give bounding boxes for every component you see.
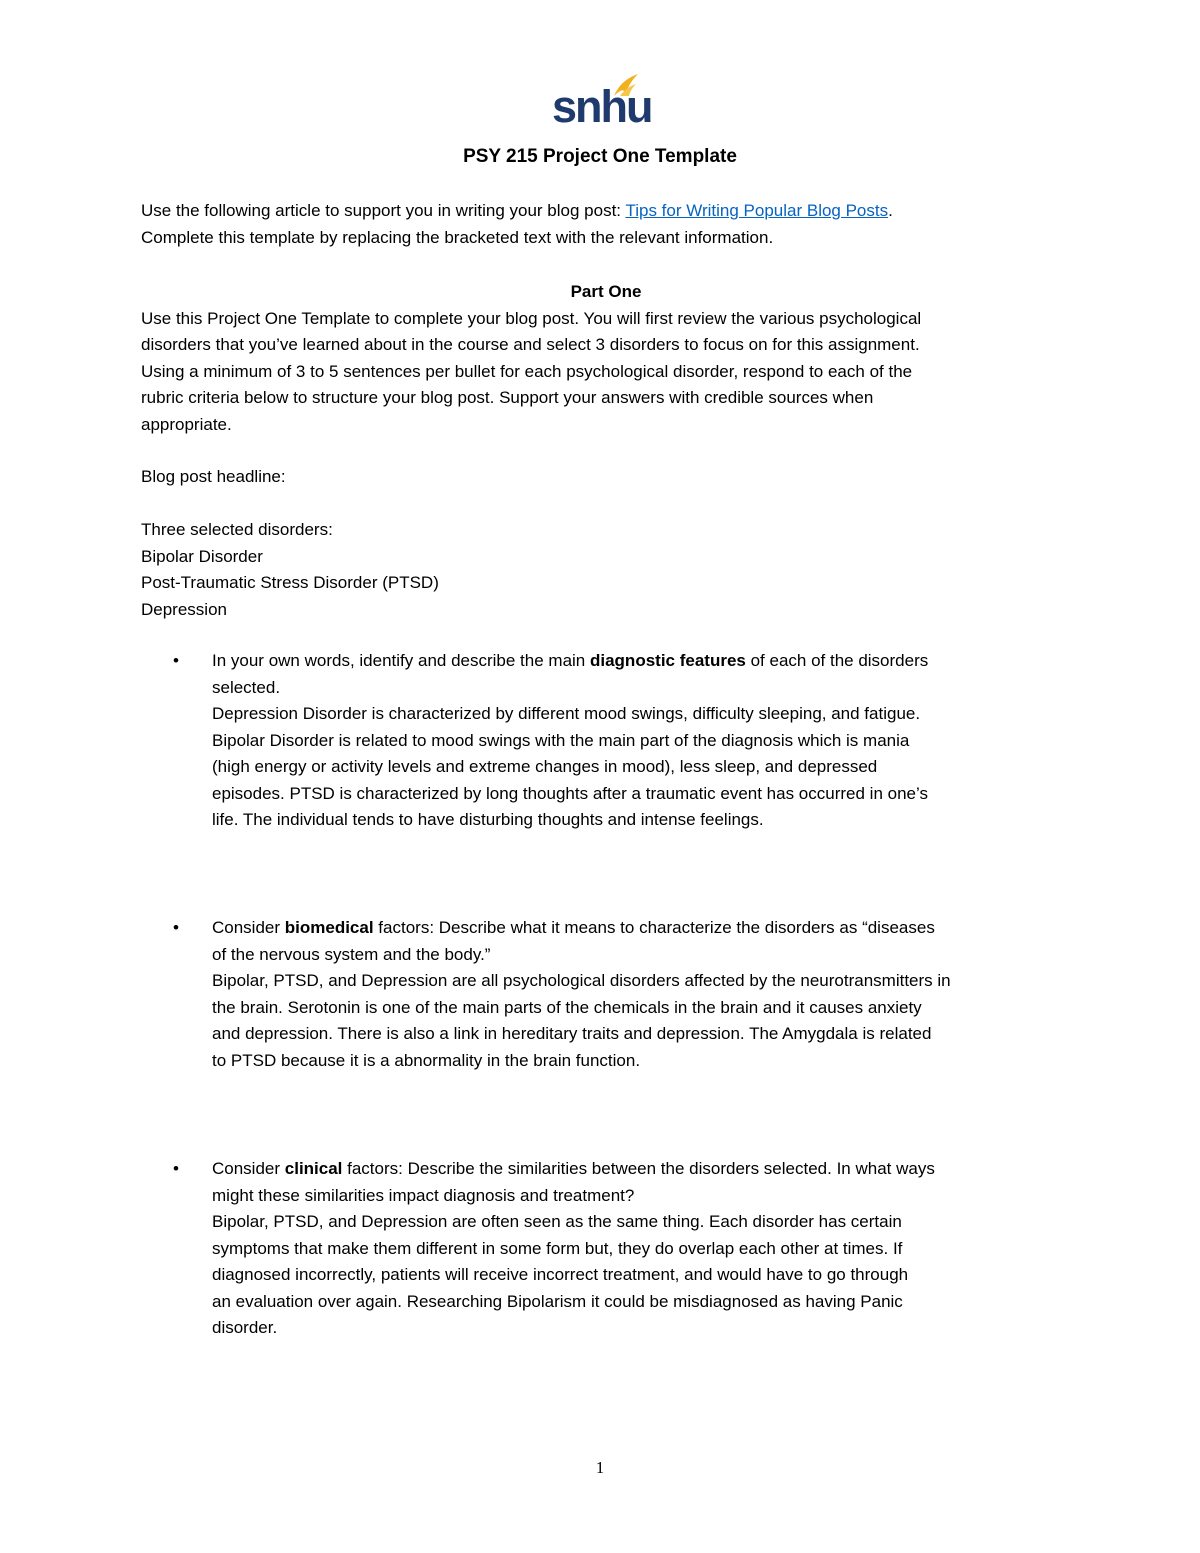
headline-label: Blog post headline: bbox=[141, 467, 286, 486]
part-one-line: rubric criteria below to structure your blog post. Support your answers with credible sources when bbox=[141, 388, 874, 407]
part-one-line: Using a minimum of 3 to 5 sentences per bullet for each psychological disorder, respond to each of the bbox=[141, 361, 913, 381]
part-one-line: appropriate. bbox=[141, 414, 232, 434]
part-one-line: Use this Project One Template to complete your blog post. You will first review the various psychological bbox=[141, 308, 922, 328]
intro-line-1 bbox=[141, 198, 1071, 225]
answer-line: to PTSD because it is a abnormality in the brain function. bbox=[212, 1050, 641, 1070]
answer-line: the brain. Serotonin is one of the main parts of the chemicals in the brain and it causes anxiety bbox=[212, 997, 922, 1017]
answer-line: life. The individual tends to have disturbing thoughts and intense feelings. bbox=[212, 810, 764, 829]
prompt-text: Consider bbox=[212, 918, 285, 937]
answer-line: Bipolar, PTSD, and Depression are all psychological disorders affected by the neurotransmitters in bbox=[212, 971, 951, 990]
prompt-text: In your own words, identify and describe the main bbox=[212, 651, 590, 670]
answer-line: Bipolar, PTSD, and Depression are often seen as the same thing. Each disorder has certain bbox=[212, 1212, 902, 1231]
answer-line: diagnosed incorrectly, patients will receive incorrect treatment, and would have to go through bbox=[212, 1265, 909, 1284]
answer-line: Bipolar Disorder is related to mood swings with the main part of the diagnosis which is mania bbox=[212, 730, 910, 750]
prompt-bold: biomedical bbox=[284, 918, 374, 937]
article-link[interactable]: Tips for Writing Popular Blog Posts bbox=[625, 201, 889, 220]
answer-line: Depression Disorder is characterized by different mood swings, difficulty sleeping, and fatigue. bbox=[212, 704, 921, 723]
bullet-diagnostic-features bbox=[141, 648, 1071, 834]
disorder-item: Depression bbox=[141, 599, 227, 619]
disorders-section bbox=[141, 517, 1071, 623]
document-title: PSY 215 Project One Template bbox=[463, 146, 737, 167]
part-one-line: disorders that you’ve learned about in the course and select 3 disorders to focus on for this assignment. bbox=[141, 335, 920, 354]
bullet-clinical-factors bbox=[141, 1156, 1071, 1342]
answer-line: an evaluation over again. Researching Bipolarism it could be misdiagnosed as having Panic bbox=[212, 1291, 903, 1311]
intro-line-2: Complete this template by replacing the bracketed text with the relevant information. bbox=[141, 227, 774, 247]
prompt-bold: diagnostic features bbox=[589, 651, 746, 670]
prompt-text: factors: Describe what it means to characterize the disorders as “diseases bbox=[373, 918, 935, 937]
disorder-item: Bipolar Disorder bbox=[141, 546, 263, 566]
prompt-text: Consider bbox=[212, 1159, 285, 1178]
bullet-icon: • bbox=[173, 918, 179, 937]
bullet-body bbox=[212, 915, 1071, 1074]
answer-line: and depression. There is also a link in hereditary traits and depression. The Amygdala is related bbox=[212, 1024, 932, 1043]
answer-line: episodes. PTSD is characterized by long thoughts after a traumatic event has occurred in one’s bbox=[212, 783, 928, 803]
bullet-prompt bbox=[212, 648, 1071, 675]
answer-line: (high energy or activity levels and extreme changes in mood), less sleep, and depressed bbox=[212, 757, 878, 776]
page-number: 1 bbox=[595, 1458, 605, 1477]
bullet-biomedical-factors bbox=[141, 915, 1071, 1074]
answer-line: symptoms that make them different in some form but, they do overlap each other at times. If bbox=[212, 1238, 903, 1258]
part-one-section bbox=[141, 279, 1071, 438]
snhu-logo bbox=[552, 72, 652, 132]
bullet-prompt bbox=[212, 1156, 1071, 1183]
prompt-text: factors: Describe the similarities between the disorders selected. In what ways bbox=[342, 1159, 935, 1178]
disorder-item: Post-Traumatic Stress Disorder (PTSD) bbox=[141, 573, 439, 592]
prompt-text: of each of the disorders bbox=[745, 651, 929, 670]
intro-paragraph bbox=[141, 198, 1071, 251]
bullet-icon: • bbox=[173, 1159, 179, 1178]
bullet-prompt bbox=[212, 915, 1071, 942]
bullet-body bbox=[212, 1156, 1071, 1342]
prompt-bold: clinical bbox=[284, 1159, 343, 1178]
part-one-heading: Part One bbox=[570, 282, 642, 301]
answer-line: disorder. bbox=[212, 1318, 278, 1337]
bullet-prompt-line2: of the nervous system and the body.” bbox=[212, 944, 491, 964]
bullet-prompt-line2: selected. bbox=[212, 677, 281, 697]
bullet-body bbox=[212, 648, 1071, 834]
bullet-icon: • bbox=[173, 651, 179, 670]
intro-punct: . bbox=[888, 201, 893, 220]
intro-text: Use the following article to support you in writing your blog post: bbox=[141, 201, 626, 220]
disorders-label: Three selected disorders: bbox=[141, 520, 333, 539]
logo-wordmark: snhu bbox=[552, 81, 652, 132]
bullet-prompt-line2: might these similarities impact diagnosis and treatment? bbox=[212, 1185, 635, 1205]
